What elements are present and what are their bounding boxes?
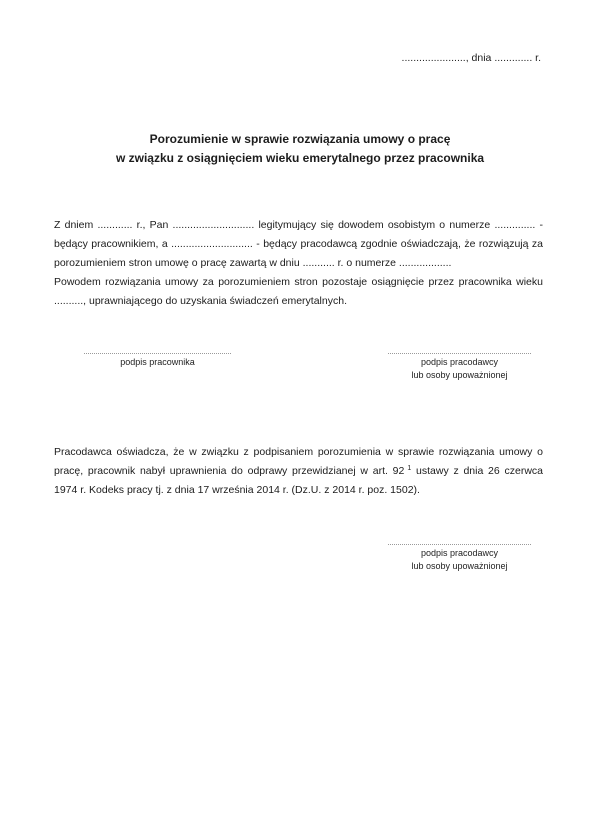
severance-text-pre: Pracodawca oświadcza, że w związku z podpisaniem porozumienia w sprawie rozwiązania umowy o pracę, pracownik nabył uprawnienia do odprawy przewidzianej w art. 92 [54, 446, 543, 477]
severance-declaration-paragraph [54, 443, 543, 500]
employee-signature-line [84, 345, 231, 354]
agreement-body-paragraph [54, 216, 543, 311]
employer-signature-line-bottom [388, 536, 531, 545]
agreement-parties-text: Z dniem ............ r., Pan ............................ legitymujący się dowodem osobistym o numerze .............. - będący pracownikiem, a ............................ - będący pracodawcą zgodnie oświadczają, że rozwiązują za porozumieniem stron umowę o pracę zawartą w dniu ........... r. o numerze .................. [54, 219, 543, 269]
title-line-2: w związku z osiągnięciem wieku emerytalnego przez pracownika [115, 151, 485, 165]
employee-signature-block [84, 345, 231, 369]
employer-signature-block-top [388, 345, 531, 382]
employer-signature-label-top: podpis pracodawcy [420, 357, 499, 367]
employer-signature-label-bottom: podpis pracodawcy [420, 548, 499, 558]
employer-signature-sublabel-top: lub osoby upoważnionej [411, 370, 508, 380]
employer-signature-sublabel-bottom: lub osoby upoważnionej [411, 561, 508, 571]
employer-signature-block-bottom [388, 536, 531, 573]
article-number-superscript: 1 [407, 464, 412, 472]
document-title [0, 130, 600, 168]
severance-text-post: ustawy z dnia 26 czerwca 1974 r. Kodeks pracy tj. z dnia 17 września 2014 r. (Dz.U. z 2014 r. poz. 1502). [54, 465, 543, 496]
employee-signature-label: podpis pracownika [120, 357, 195, 367]
severance-declaration-text [54, 443, 543, 500]
title-line-1: Porozumienie w sprawie rozwiązania umowy o pracę [149, 132, 451, 146]
place-and-date-line: ......................, dnia ............. r. [401, 52, 541, 64]
employer-signature-line-top [388, 345, 531, 354]
agreement-reason-text: Powodem rozwiązania umowy za porozumieniem stron pozostaje osiągnięcie przez pracownika wieku .........., uprawniającego do uzyskania świadczeń emerytalnych. [54, 276, 543, 307]
